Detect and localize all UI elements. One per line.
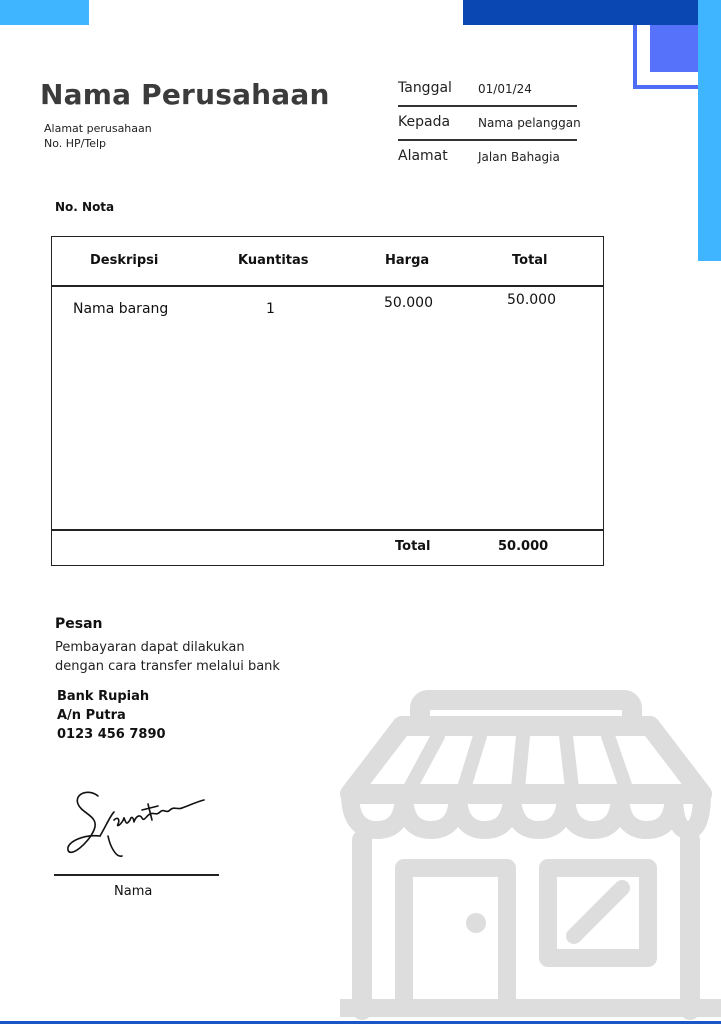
message-title: Pesan: [55, 616, 103, 632]
meta-value-date: 01/01/24: [478, 82, 532, 96]
account-holder: A/n Putra: [57, 708, 126, 723]
meta-label: Alamat: [398, 148, 448, 164]
meta-label: Tanggal: [398, 80, 452, 96]
company-name: Nama Perusahaan: [40, 78, 330, 111]
meta-row-address: [398, 142, 598, 176]
table-footer-divider: [52, 529, 603, 531]
corner-accent-top-left: [0, 0, 89, 25]
signature-image: [60, 786, 210, 864]
meta-divider: [398, 105, 577, 107]
meta-divider: [398, 139, 577, 141]
company-address: Alamat perusahaan: [44, 122, 152, 135]
meta-value-recipient: Nama pelanggan: [478, 116, 581, 130]
column-header-quantity: Kuantitas: [238, 253, 309, 268]
cell-price: 50.000: [384, 295, 433, 311]
meta-label: Kepada: [398, 114, 451, 130]
bank-details: [57, 687, 166, 744]
bank-name: Bank Rupiah: [57, 689, 150, 704]
items-table: [51, 236, 604, 566]
grand-total-value: 50.000: [498, 539, 549, 554]
company-phone: No. HP/Telp: [44, 137, 107, 150]
cell-description: Nama barang: [73, 301, 169, 317]
corner-accent-right-bar: [698, 0, 721, 261]
storefront-icon: [340, 690, 721, 1024]
message-text: [55, 638, 355, 676]
invoice-number-label: No. Nota: [55, 200, 115, 214]
column-header-description: Deskripsi: [90, 253, 159, 268]
meta-value-address: Jalan Bahagia: [478, 150, 560, 164]
signature-line: [54, 874, 219, 876]
column-header-price: Harga: [385, 253, 430, 268]
cell-quantity: 1: [266, 301, 275, 317]
grand-total-label: Total: [395, 539, 431, 554]
corner-accent-square: [650, 25, 698, 72]
message-line: dengan cara transfer melalui bank: [55, 659, 280, 674]
column-header-total: Total: [512, 253, 548, 268]
invoice-meta: [398, 74, 598, 176]
corner-accent-top-bar: [463, 0, 698, 25]
meta-row-recipient: [398, 108, 598, 142]
account-number: 0123 456 7890: [57, 727, 166, 742]
meta-row-date: [398, 74, 598, 108]
signature-name: Nama: [114, 884, 153, 899]
table-header-divider: [52, 285, 603, 287]
message-line: Pembayaran dapat dilakukan: [55, 640, 245, 655]
cell-total: 50.000: [507, 292, 556, 308]
company-info: [44, 121, 152, 151]
